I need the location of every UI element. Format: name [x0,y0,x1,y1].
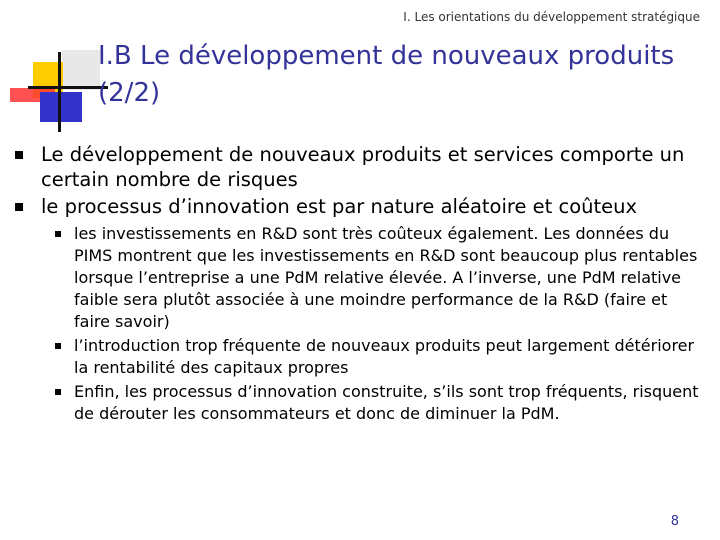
square-bullet-icon [55,343,61,349]
bullet-item [41,142,703,192]
sub-bullet-text: l’introduction trop fréquente de nouveaux produits peut largement détériorer la rentabilité des capitaux propres [74,336,695,377]
square-bullet-icon [55,231,61,237]
bullet-item [41,194,703,219]
sub-bullet-list [0,223,720,425]
square-bullet-icon [55,389,61,395]
sub-bullet-text: les investissements en R&D sont très coûteux également. Les données du PIMS montrent que les investissements en R&D sont beaucoup plus rentables lorsque l’entreprise a une PdM relative élevée. A l’inverse, une PdM relative faible sera plutôt associée à une moindre performance de la R&D (faire et faire savoir) [74,224,698,331]
logo-grey-square [62,50,100,90]
square-bullet-icon [15,203,23,211]
slide-title: I.B Le développement de nouveaux produits (2/2) [98,41,675,108]
slide-content [0,142,720,427]
logo-horizontal-line [28,86,108,89]
logo-blue-square [40,92,82,122]
slide-logo-decoration [0,0,110,140]
sub-bullet-text: Enfin, les processus d’innovation construite, s’ils sont trop fréquents, risquent de dérouter les consommateurs et donc de diminuer la PdM. [74,382,699,423]
sub-bullet-item [74,381,704,425]
logo-vertical-line [58,52,61,132]
sub-bullet-item [74,223,704,333]
page-number: 8 [670,514,679,529]
square-bullet-icon [15,151,23,159]
section-header: I. Les orientations du développement stratégique [403,10,700,24]
bullet-text: Le développement de nouveaux produits et services comporte un certain nombre de risques [41,143,685,191]
sub-bullet-item [74,335,704,379]
bullet-text: le processus d’innovation est par nature aléatoire et coûteux [41,195,638,218]
